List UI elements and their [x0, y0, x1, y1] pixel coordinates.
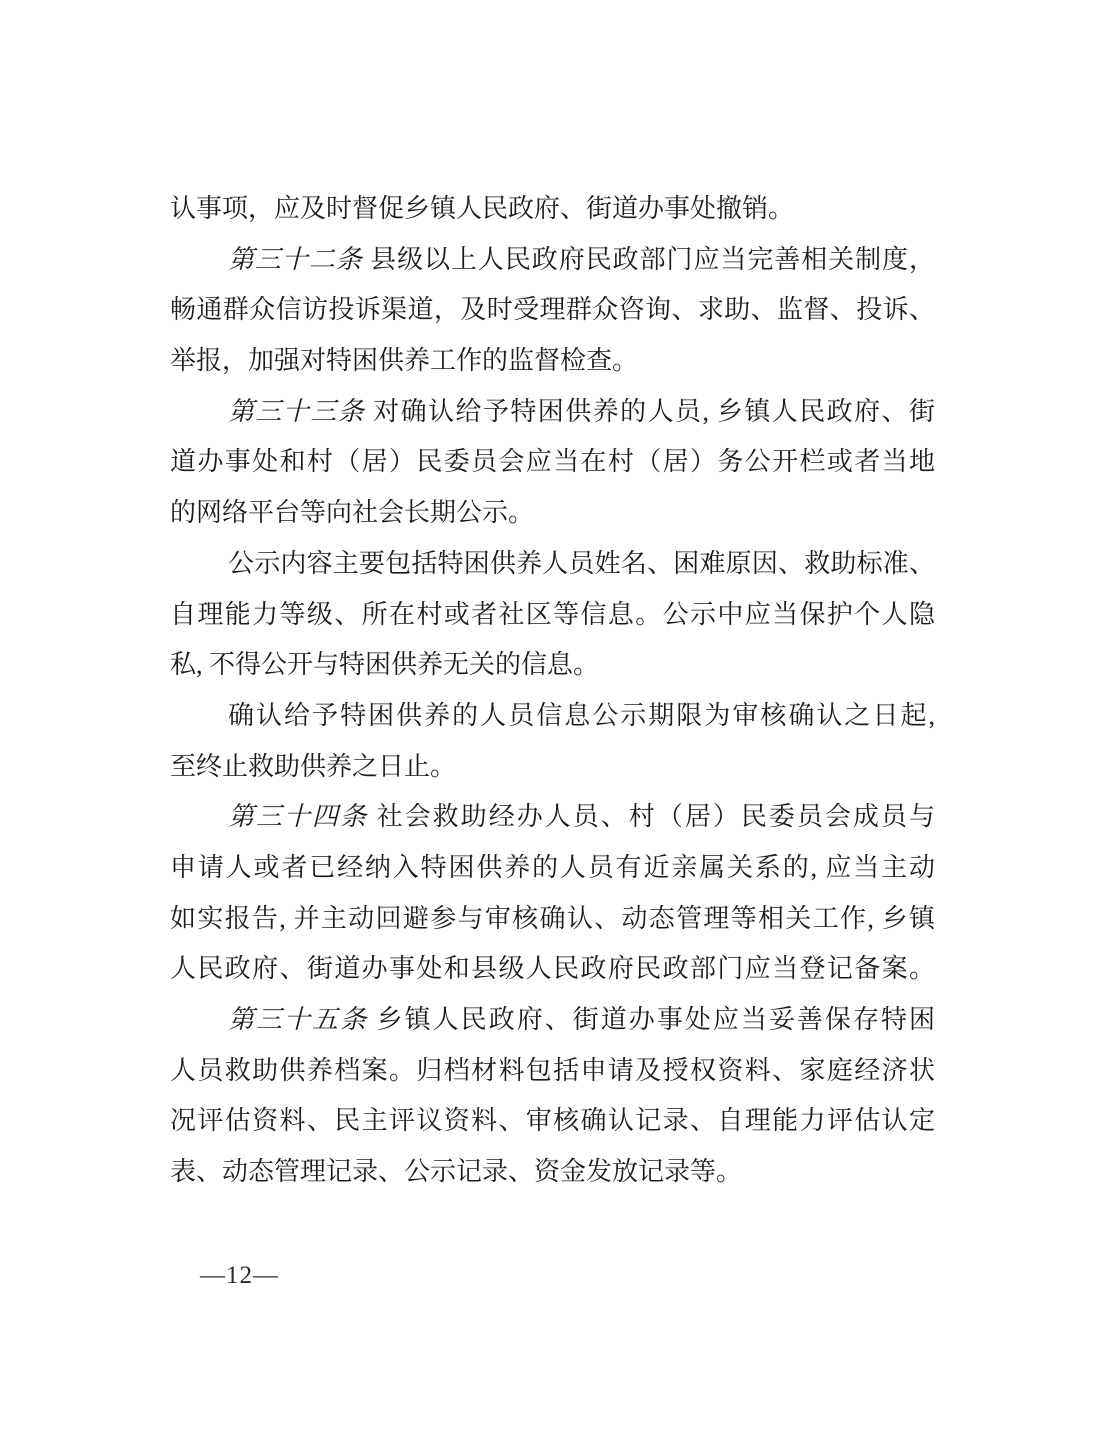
document-body: [170, 184, 935, 1198]
text-line: 举报，加强对特困供养工作的监督检查。: [170, 346, 639, 376]
text-line: 表、动态管理记录、公示记录、资金发放记录等。: [170, 1157, 743, 1187]
text-line: 认事项，应及时督促乡镇人民政府、街道办事处撤销。: [170, 194, 795, 223]
article-heading: 第三十二条: [228, 244, 363, 274]
text-line: 况评估资料、民主评议资料、审核确认记录、自理能力评估认定: [170, 1106, 935, 1136]
page-number: —12—: [200, 1262, 279, 1289]
line-text: 对确认给予特困供养的人员, 乡镇人民政府、街: [365, 396, 935, 426]
text-line: [170, 995, 935, 1046]
text-line: 人员救助供养档案。归档材料包括申请及授权资料、家庭经济状: [170, 1055, 935, 1085]
line-text: 乡镇人民政府、街道办事处应当妥善保存特困: [368, 1005, 935, 1034]
article-heading: 第三十四条: [228, 802, 369, 832]
text-line: 至终止救助供养之日止。: [170, 751, 457, 781]
text-line: 畅通群众信访投诉渠道，及时受理群众咨询、求助、监督、投诉、: [170, 295, 935, 325]
text-line: 的网络平台等向社会长期公示。: [170, 498, 535, 528]
text-line: 自理能力等级、所在村或者社区等信息。公示中应当保护个人隐: [170, 599, 935, 629]
text-line: [170, 235, 935, 286]
text-line: 如实报告, 并主动回避参与审核确认、动态管理等相关工作, 乡镇: [170, 903, 935, 933]
line-text: 县级以上人民政府民政部门应当完善相关制度，: [362, 244, 935, 274]
article-heading: 第三十五条: [228, 1005, 369, 1034]
text-line: 道办事处和村（居）民委员会应当在村（居）务公开栏或者当地: [170, 447, 935, 477]
text-line: 公示内容主要包括特困供养人员姓名、困难原因、救助标准、: [228, 548, 935, 578]
line-text: 社会救助经办人员、村（居）民委员会成员与: [368, 802, 935, 832]
text-line: 私, 不得公开与特困供养无关的信息。: [170, 650, 600, 680]
article-heading: 第三十三条: [228, 396, 366, 426]
text-line: [170, 792, 935, 843]
text-line: [170, 387, 935, 438]
text-line: 申请人或者已经纳入特困供养的人员有近亲属关系的, 应当主动: [170, 852, 935, 882]
text-line: 确认给予特困供养的人员信息公示期限为审核确认之日起,: [228, 700, 935, 730]
text-line: 人民政府、街道办事处和县级人民政府民政部门应当登记备案。: [170, 954, 935, 984]
